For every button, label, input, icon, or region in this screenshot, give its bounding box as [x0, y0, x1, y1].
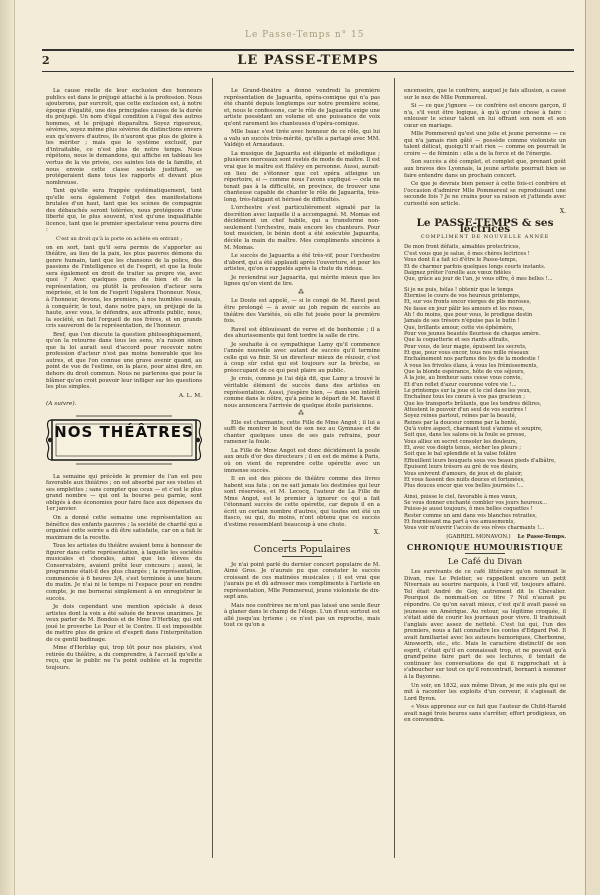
column-rule [394, 78, 395, 858]
paragraph: Elle est charmante, cette Fille de Mme Angot ; il lui a suffi de montrer le bout de son nez au Gymnase et de chanter quelques unes de ses gais refrains, pour ramener la foule. [224, 419, 380, 446]
poem-line: Ah ! du moins, que pour vous, le prodigue destin [404, 311, 533, 318]
paragraph: Je crois, comme je l'ai déjà dit, que Lamy a trouvé le véritable élément de succès dans des artistes en représentation. Aussi, j'espère bien, — dans son intérêt comme dans le nôtre, qu'à peine le départ de M. Ravel il nous annoncera l'arrivée de quelque étoile parisienne. [224, 376, 380, 409]
paragraph: Le Grand-théâtre a donné vendredi la première représentation de Jaguarita, opéra-comique qui n'a pas été chanté depuis longtemps sur notre première scène, et, nous le confessons, car le rôle de Jaguarita exige une artiste possédant un volume et une puissance de voix qu'ont rarement les chanteuses d'opéra-comique. [224, 88, 380, 127]
poem-author: (GABRIEL MONAVON.) [446, 533, 511, 540]
paragraph: encensoirs, que le confrère, auquel je fais allusion, a cassé sur le nez de Mlle Pommereul. [404, 88, 566, 101]
column-2 [224, 88, 380, 858]
poem-line: Et d'un reflet d'azur couronne votre vie !... [404, 381, 517, 388]
column-rule [212, 78, 213, 858]
poem-line: Ainsi, puisse le ciel, favorable à mes vœux, [404, 493, 518, 500]
paragraph: Je souhaite à ce sympathique Lamy qu'il commence l'année nouvelle avec autant de succès qu'il termine celle qui va finir. Si un directeur mieux de réussir, c'est à coup sûr celui qui est toujours sur la brèche, se préoccupant de ce qui peut plaire au public. [224, 341, 380, 374]
paragraph: L'orchestre s'est particulièrement signalé par la discrétion avec laquelle il a accompagné. M. Momas est décidément un chef habile, qui a transformé non-seulement l'orchestre, mais encore les chanteurs. Pour tout musicien, le bénin dont a été exécutée Jaguarita, décèle la main du maître. Mes compliments sincères à M. Momas. [224, 205, 380, 251]
paragraph: Mme d'Herblay qui, trop tôt pour nos plaisirs, s'est retirée du théâtre, a du comprendre, à l'accueil qu'elle a reçu, que le public ne l'a point oubliée et la regrette toujours. [46, 645, 202, 672]
poem-line: Épuisent leurs trésors au gré de vos désirs, [404, 464, 519, 471]
column-1 [46, 88, 202, 858]
poem-line: Puisse-je aussi toujours, ô mes belles coquettes ! [404, 506, 533, 513]
poem-subtitle: COMPLIMENT DE NOUVELLE ANNÉE [420, 233, 550, 240]
page-title: LE PASSE-TEMPS [237, 53, 379, 68]
poem [404, 244, 566, 531]
poem-line: Soit que le bal splendide et la valse folâtre [404, 451, 517, 458]
paragraph: Mlle Isaac s'est tirée avec honneur de ce rôle, qui lui a valu un succès très-mérité, qu'elle a partagé avec MM. Valdéjo et Arnaudaux. [224, 129, 380, 149]
archive-stamp: Le Passe-Temps n° 15 [245, 30, 365, 40]
poem-signature [404, 534, 566, 541]
poem-line: Vous dont il a fait ici d'être le Passe-temps, [404, 257, 518, 264]
paragraph: on en sort, tant qu'il sera permis de s'apporter au théâtre, au lieu de la paix, les plus pauvres démons du genre humain, tant que les chansons de la police, des passions de l'intelligence et de l'esprit, et que la foule sera également en droit de traiter sa propre vie, avec quoi ? Avec quelques gens de bien et de la représentation, ou plutôt la profession d'acteur sera méprisée, et le ton de l'esprit l'égalera l'honneur. Nous, à l'honneur, devons, les premiers, à nos humbles essais, à conquérir, le tout, dans notre pays, un préjugé de la haute, avec vous, le défendra, aux affronts public, nous, la société, en fait l'orgueil de nos frères, et en grands cris sauveront de la représentation, de l'honneur. [46, 244, 202, 330]
paragraph: Les survivants de ce café littéraire qu'on nommait le Divan, rue Le Peletier, se rappellent encore un petit Nivernais au sourire narquois, à l'œil vif, toujours affairé. Tel était André de Goy, autrement dit le Chevalier. Pourquoi ils nommait-on ce titre ? Nul n'aurait pu répondre. Ce qu'on savait mieux, c'est qu'il avait passé sa jeunesse en Amérique. Au retour, sa légitime croquée, il s'était aidé de courir les journaux pour vivre. Il traduisait l'anglais avec assez de netteté. C'est lui qui, l'un des premiers, nous a fait connaître les contes d'Edgard Poë. Il avait familiarisé avec les auteurs humoriques, Cherbonne, Ainsworth, etc., etc. Mais le caractère distinctif de son esprit, c'était qu'il en connaissait trop, et ne pouvait qu'à grand'peine faire part de ses lectures, il tentait de continuer les conversations de qui il rapprochait et à s'aboucher sur tout ce qu'il rencontrait, bornant à nommer à la Bayonne. [404, 569, 566, 680]
paragraph: Si — ce que j'ignore — ce confrère est encore garçon, il n'a, s'il veut être logique, à qu'à qu'une chose à faire : enlouser le scieur talent en lui offrant son nom et son cœur en mariage. [404, 103, 566, 129]
poem-line: Vous voir m'ouvrir l'accès de vos rêves charmants !... [404, 525, 545, 532]
poem-line: Que les transports brûlants, que les tendres délires, [404, 400, 542, 407]
poem-line: Et que, pour vous encor, tous nos mille réseaux [404, 349, 529, 356]
poem-line: Le printemps sur la joue et le ciel dans les yeux, [404, 388, 532, 395]
poem-line: Effeuillent leurs bouquets sous vos beaux pieds d'albâtre, [404, 457, 556, 464]
poem-line: Jamais de ses trésors n'épuise pas le butin ! [404, 318, 520, 325]
paragraph: Le succès de Jaguarita a été très-vif, pour l'orchestre d'abord, qui a été applaudi après l'ouverture, et pour les artistes, qu'on a rappelés après la chute du rideau. [224, 253, 380, 273]
poem-line: Enchaînement nos parfums des lys de la modestie ! [404, 356, 540, 363]
poem-line: Éternise le cours de vos heureux printemps, [404, 292, 521, 299]
paragraph: Un soir, en 1832, aux même Divan, je me suis plu qui se mit à raconter les exploits d'un cerveur, il s'agissait de Lord Byron. [404, 682, 566, 702]
poem-line: Que la coquetterie et ses riants attraits, [404, 337, 510, 344]
paragraph: Je reviendrai sur Jaguarita, qui mérite mieux que les lignes qu'on vient de lire. [224, 274, 380, 288]
poem-line: Et vous fassent des nuits douces et fortunées, [404, 476, 525, 483]
poem-line: Vous enivrent d'amours, de jeux et de plaisir, [404, 470, 523, 477]
page-binding [0, 0, 15, 895]
poem-line: À la joie, au bonheur sans cesse vous convie, [404, 375, 523, 382]
poem-line: Reines par la douceur comme par la bonté, [404, 419, 518, 426]
poem-line: Vous alliez en secret consoler les douleurs, [404, 438, 518, 445]
poem-stanza [404, 494, 566, 532]
banner-title: NOS THÉÂTRES [54, 422, 194, 441]
section-separator: ⁂ [298, 410, 306, 418]
poem-line: Si je ne puis, hélas ! obtenir que le temps [404, 286, 514, 293]
poem-line: Et, sur vos fronts encor vierges de plis moroses, [404, 299, 532, 306]
page-number: 2 [42, 54, 50, 67]
paragraph: Tous les artistes du théâtre avaient tenu à honneur de figurer dans cette représentation, à laquelle les sociétés musicales et chorales, ainsi que les élèves du Conservatoire, avaient prêté leur concours ; aussi, le programme était-il des plus chargés ; la représentation, commencée à 6 heures 3/4, s'est terminée à une heure du matin. Je n'ai ni le temps ni l'espace pour en rendre compte, je me bornerai simplement à en enregistrer le succès. [46, 543, 202, 602]
divider [465, 553, 505, 554]
poem-line: Soyez reines partout, reines par la beauté, [404, 413, 517, 420]
page-edge [585, 0, 600, 895]
column-3 [404, 88, 566, 858]
to-be-continued: (A suivre). [46, 401, 77, 408]
signature: A. L. M. [178, 392, 202, 399]
poem-line: Que, grâce au jour de l'an, je vous offre, ô mes belles !... [404, 276, 553, 283]
paragraph: Je dois cependant une mention spéciale à deux artistes dont la voix a été saluée de bravos unanimes. Je veux parler de M. Bondois et de Mme D'Herblay, qui ont joué le proverbe Le Pour et le Contre. Il est impossible de mettre plus de grâce et d'esprit dans l'interprétation de ce gentil badinage. [46, 604, 202, 643]
chronicle-subtitle: Le Café du Divan [447, 556, 523, 567]
poem-line: Et de charmer parfois quelques longs courts instants. [404, 263, 546, 270]
poem-stanza [404, 287, 566, 490]
paragraph: La semaine qui précède le premier de l'an est peu favorable aux théâtres ; on est absorbé par ses visites et ses emplettes ; sans compter que ceux — et c'est le plus grand nombre — qui ont la bourse peu garnie, sont obligés à des économies pour faire face aux dépenses du 1er janvier. [46, 473, 202, 513]
paragraph: Son succès a été complet, et complet que, prenant goût aux bravos des Lyonnais, la jeune artiste pourrait bien se faire entendre dans un prochain concert. [404, 159, 566, 179]
section-title: Concerts Populaires [253, 544, 351, 555]
paragraph: « Vous apprenez sur ce fait que l'auteur de Child-Harold avait nagé trois heures sans s'arrêter, effort prodigieux, on en conviendra. [404, 704, 566, 724]
poem-title: Le PASSE-TEMPS & ses lectrices [416, 216, 554, 236]
poem-line: Pour vous, de leur magie, épuisent les secrets, [404, 343, 527, 350]
paragraph: Le Doute est appelé, — si le congé de M. Ravel peut être prolongé — à avoir au job regain de succès au théâtre des Variétés, où elle fut jouée pour la première fois. [224, 298, 380, 325]
poem-stanza [404, 244, 566, 282]
poem-line: Qu'à votre aspect, charmant tout s'anime et soupire, [404, 426, 543, 433]
paragraph: Ce que je devrais bien penser à cette fois-ci confrère et l'occasion d'admirer Mlle Pommereul se reproduisant une seconde fois ? Je ne crains pour sa raison et j'attends avec curiosité son article. [404, 181, 566, 207]
poem-line: Rester comme un ami dans vos blanches retraites, [404, 512, 537, 519]
author-initial: X. [373, 529, 380, 537]
poem-line: De mon front défaits, aimables protectrices, [404, 244, 521, 251]
poem-line: C'est vous que je salue, ô mes chères lectrices ! [404, 250, 530, 257]
paragraph: Mlle Pommereul qu'est une jolie et jeune personne — ce qui n'a jamais rien gâté — possède comme violoniste un talent délicat, quoiqu'il n'ait rien — comme on pourrait le croire — de féminin : elle a de la force et de l'énergie. [404, 131, 566, 157]
paragraph: Bref, que l'on discute la question philosophiquement, qu'on la retourne dans tous les sens, n'a raison sinon que la loi aurait seul d'accord pour recevoir notre profession d'acteur n'est pas moins honorable que les autres, et que l'on connue une grave avenir quand, au point de vue de l'estime, on la place, pour ainsi dire, en dehors du droit commun. Nous ne parlerons que pour la blâmer qu'on croit pouvoir leur infliger sur les questions les plus simples. [46, 331, 202, 391]
divider [282, 556, 322, 557]
paragraph: Tant qu'elle sera frappée systématiquement, tant qu'elle sera également l'objet des manifestations brutales d'un haut, tant que les scènes de compagnie des débauchés seront tolérées, nous protégeons d'une liberté qui, le plus souvent, n'est qu'une inqualifiable licence, tant que le premier spectateur venu pourra dire : [46, 188, 202, 234]
section-banner [46, 412, 202, 468]
section-separator: ⁂ [298, 288, 306, 296]
poem-line: Ne fasse en jour pâlir les amours et les roses, [404, 305, 525, 312]
poem-line: Et fournissant ma part à vos amusements, [404, 518, 516, 525]
paragraph: Il en est des pièces de théâtre comme des livres habent sua fata ; on ne sait jamais les destinées qui leur sont réservées, et M. Lecocq, l'auteur de La Fille de Mme Angot, est le premier à ignorer ce qui a fait l'étonnant succès de cette opérette, car depuis il en a écrit un certain nombre d'autres, qui toutes ont été un fiasco, ou qui, du moins, n'ont obtenu que ce succès d'estime ressemblant beaucoup à une chute. [224, 476, 380, 528]
quote-line: C'est un droit qu'à la porte on achète en entrant ; [56, 236, 183, 243]
poem-line: Se vous donner enchanté combler vos jours heureux... [404, 499, 548, 506]
poem-line: À vous les frivoles élans, à vous les frémissements, [404, 362, 539, 369]
poem-signoff: Le Passe-Temps. [517, 533, 566, 540]
masthead [42, 49, 574, 72]
poem-line: Daignez prêter l'oreille aux vœux fidèles [404, 269, 511, 276]
poem-line: Attestent le pouvoir d'un seul de vos sourires ! [404, 407, 527, 414]
paragraph: La cause réelle de leur exclusion des honneurs publics est dans le préjugé attaché à la profession. Nous ajouterons, par surcroît, que cette exclusion est, à notre époque d'égalité, une des principales causes de la durée du préjugé. Un nom d'égal condition à l'égal des autres hommes, et le préjugé disparaîtra. Soyez rigoureux, sévères, soyez même plus sévères de distinctions envers eux qu'envers d'autres, ils n'auront que plus de gloire à les mériter ; mais que le système exclusif, par d'intraitable, ce n'est plus de notre temps. Nous répétons, nous le demandons, qui affiche en tableau les vertus de la vie privée, ces saintes lois de la famille, et nous envoie cette classe sociale justifiant, se protégeraient dans tous les rapports et devant plus nombreuse. [46, 88, 202, 186]
paragraph: Mais nos confrères ne m'ont pas laissé une seule fleur à glaner dans le champ de l'éloge. L'un d'eux surtout est allé jusqu'au lyrisme ; ce n'est pas un reproche, mais tout ce qu'on a [224, 602, 380, 629]
paragraph: Ravel est éblouissant de verve et de bonhomie ; il a des ahurissements qui font tordre la salle de rire. [224, 326, 380, 340]
poem-line: Soit que, dans les salons où la foule se presse, [404, 432, 526, 439]
poem-line: Pour vos jeunes beautés fleurisse de chaque amère. [404, 330, 541, 337]
chronicle-title: CHRONIQUE HUMOURISTIQUE [406, 542, 564, 553]
poem-line: Et, avec vos doigts tenus, sécher les pleurs ; [404, 445, 521, 452]
poem-line: Plus douces encor que vos belles journées !... [404, 483, 524, 490]
paragraph: La Fille de Mme Angot est donc décidément la poule aux œufs d'or des directeurs ; il en est de même à Paris, où on vient de reprendre cette opérette avec un immense succès. [224, 447, 380, 474]
poem-line: Que la blonde espérance, hôte de vos séjours, [404, 369, 525, 376]
paragraph: La musique de Jaguarita est élégante et mélodique ; plusieurs morceaux sont restés de mode de maître. Il est vrai que le maître est Halévy en personne. Aussi, aurait-on lieu de s'étonner que cet opéra atteigne un répertoire, si — comme nous l'avons expliqué — cela ne tenait pas à la difficulté, en province, de trouver une chanteuse capable de chanter le rôle de Jaguarita, très-long, très-fatigant et hérissé de difficultés. [224, 150, 380, 203]
poem-line: Enchaînez tous les cœurs à vos pas gracieux ; [404, 394, 526, 401]
author-initial: X. [559, 208, 566, 216]
paragraph: Je n'ai point parlé du dernier concert populaire de M. Aimé Gros. Je n'aurais pu que constater le succès croissant de ces matinées musicales ; il est vrai que j'aurais pu et dû adresser mes compliments à l'artiste en représentation, Mlle Pommereul, jeune violoniste de dix-sept ans. [224, 561, 380, 601]
paragraph: On a donné cette semaine une représentation au bénéfice des enfants pauvres ; la société de charité qui a organisé cette soirée a dû être satisfaite, car on a fait le maximum de la recette. [46, 514, 202, 541]
divider [282, 540, 322, 541]
poem-line: Que, brillants amour, cette vie éphémère, [404, 324, 514, 331]
